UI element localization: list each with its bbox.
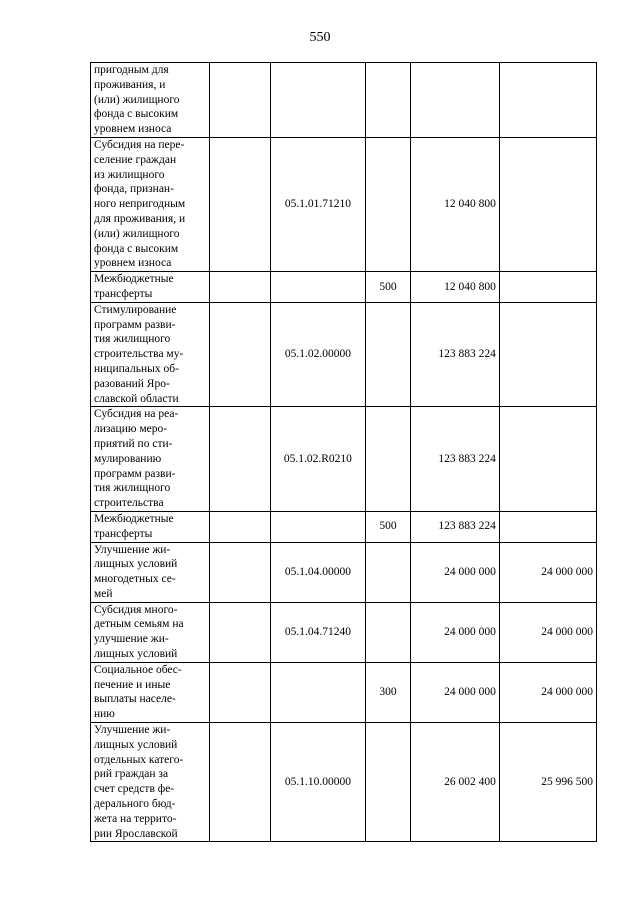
row-name-line: лищных условий xyxy=(94,648,178,661)
row-name-line: Субсидия много- xyxy=(94,603,178,616)
row-value2-cell: 24 000 000 xyxy=(499,542,596,602)
row-name-line: Субсидия на пере- xyxy=(94,138,185,151)
row-blank-cell xyxy=(209,302,270,407)
row-name-line: нию xyxy=(94,708,115,721)
row-type-cell xyxy=(365,542,410,602)
row-name-line: многодетных се- xyxy=(94,573,176,586)
table-row xyxy=(91,137,597,271)
row-code-cell xyxy=(270,272,365,303)
row-value2-cell xyxy=(499,137,596,271)
row-name-cell xyxy=(91,723,210,842)
row-type-cell xyxy=(365,407,410,512)
table-row xyxy=(91,662,597,722)
row-name-line: фонда, признан- xyxy=(94,183,174,196)
row-value1-cell: 12 040 800 xyxy=(410,272,499,303)
row-name-line: Улучшение жи- xyxy=(94,543,171,556)
row-name-line: селение граждан xyxy=(94,153,177,166)
row-value2-cell: 24 000 000 xyxy=(499,602,596,662)
row-name-line: лищных условий xyxy=(94,738,178,751)
row-name-cell xyxy=(91,511,210,542)
row-name-cell xyxy=(91,602,210,662)
row-name-cell xyxy=(91,407,210,512)
row-code-cell: 05.1.01.71210 xyxy=(270,137,365,271)
row-name-line: рий граждан за xyxy=(94,768,169,781)
row-type-cell: 300 xyxy=(365,662,410,722)
row-type-cell: 500 xyxy=(365,511,410,542)
row-value1-cell: 24 000 000 xyxy=(410,602,499,662)
row-type-cell xyxy=(365,602,410,662)
row-value2-cell: 24 000 000 xyxy=(499,662,596,722)
table-row xyxy=(91,511,597,542)
row-code-cell: 05.1.02.00000 xyxy=(270,302,365,407)
table-row xyxy=(91,542,597,602)
row-name-line: разований Яро- xyxy=(94,377,170,390)
row-name-line: строительства xyxy=(94,497,164,510)
row-value1-cell: 24 000 000 xyxy=(410,662,499,722)
row-value1-cell: 12 040 800 xyxy=(410,137,499,271)
row-name-line: ниципальных об- xyxy=(94,362,179,375)
row-type-cell: 500 xyxy=(365,272,410,303)
row-value1-cell: 24 000 000 xyxy=(410,542,499,602)
row-blank-cell xyxy=(209,511,270,542)
row-code-cell xyxy=(270,662,365,722)
row-blank-cell xyxy=(209,723,270,842)
row-name-line: мулированию xyxy=(94,452,162,465)
row-code-cell xyxy=(270,511,365,542)
row-name-line: мей xyxy=(94,587,113,600)
row-value1-cell: 123 883 224 xyxy=(410,511,499,542)
row-name-line: жета на террито- xyxy=(94,812,177,825)
row-name-line: печение и иные xyxy=(94,678,171,691)
row-value2-cell xyxy=(499,302,596,407)
row-blank-cell xyxy=(209,542,270,602)
row-name-line: строительства му- xyxy=(94,348,184,361)
table-row xyxy=(91,723,597,842)
row-name-line: отдельных катего- xyxy=(94,753,184,766)
row-value1-cell xyxy=(410,63,499,138)
row-blank-cell xyxy=(209,137,270,271)
row-code-cell: 05.1.04.71240 xyxy=(270,602,365,662)
row-code-cell: 05.1.02.R0210 xyxy=(270,407,365,512)
row-name-line: славской области xyxy=(94,392,179,405)
page-number: 550 xyxy=(309,30,331,45)
row-name-line: трансферты xyxy=(94,287,153,300)
row-blank-cell xyxy=(209,272,270,303)
row-name-line: Стимулирование xyxy=(94,303,177,316)
row-value1-cell: 123 883 224 xyxy=(410,407,499,512)
row-name-line: (или) жилищного xyxy=(94,227,180,240)
row-blank-cell xyxy=(209,602,270,662)
row-name-line: Межбюджетные xyxy=(94,512,174,525)
row-name-line: (или) жилищного xyxy=(94,93,180,106)
row-value2-cell: 25 996 500 xyxy=(499,723,596,842)
row-name-cell xyxy=(91,63,210,138)
row-name-line: дерального бюд- xyxy=(94,798,176,811)
row-name-line: для проживания, и xyxy=(94,212,186,225)
row-name-line: лизацию меро- xyxy=(94,423,168,436)
row-value2-cell xyxy=(499,511,596,542)
row-name-line: Субсидия на реа- xyxy=(94,408,179,421)
row-code-cell xyxy=(270,63,365,138)
row-value1-cell: 123 883 224 xyxy=(410,302,499,407)
row-name-line: фонда с высоким xyxy=(94,108,179,121)
row-name-line: программ разви- xyxy=(94,467,176,480)
row-name-line: проживания, и xyxy=(94,78,166,91)
row-name-cell xyxy=(91,272,210,303)
row-name-line: пригодным для xyxy=(94,64,169,76)
row-name-line: улучшение жи- xyxy=(94,633,169,646)
row-name-line: рии Ярославской xyxy=(94,827,178,840)
table-row xyxy=(91,602,597,662)
row-name-line: тия жилищного xyxy=(94,333,171,346)
row-type-cell xyxy=(365,137,410,271)
row-name-line: ного непригодным xyxy=(94,198,186,211)
row-name-line: выплаты населе- xyxy=(94,693,176,706)
row-name-line: трансферты xyxy=(94,527,153,540)
row-value2-cell xyxy=(499,63,596,138)
row-code-cell: 05.1.04.00000 xyxy=(270,542,365,602)
row-blank-cell xyxy=(209,662,270,722)
row-name-cell xyxy=(91,302,210,407)
row-value2-cell xyxy=(499,272,596,303)
row-name-line: Межбюджетные xyxy=(94,273,174,286)
row-type-cell xyxy=(365,63,410,138)
row-name-cell xyxy=(91,662,210,722)
row-value2-cell xyxy=(499,407,596,512)
row-blank-cell xyxy=(209,63,270,138)
row-blank-cell xyxy=(209,407,270,512)
row-name-line: Улучшение жи- xyxy=(94,724,171,737)
row-value1-cell: 26 002 400 xyxy=(410,723,499,842)
row-name-line: из жилищного xyxy=(94,168,165,181)
row-type-cell xyxy=(365,723,410,842)
row-name-line: фонда с высоким xyxy=(94,242,179,255)
row-name-line: программ разви- xyxy=(94,318,176,331)
row-name-cell xyxy=(91,542,210,602)
row-name-line: лищных условий xyxy=(94,558,178,571)
row-name-line: детным семьям на xyxy=(94,618,184,631)
table-row xyxy=(91,272,597,303)
row-name-line: счет средств фе- xyxy=(94,783,175,796)
row-code-cell: 05.1.10.00000 xyxy=(270,723,365,842)
budget-table xyxy=(90,62,597,842)
row-type-cell xyxy=(365,302,410,407)
row-name-line: уровнем износа xyxy=(94,123,172,136)
table-row xyxy=(91,302,597,407)
row-name-cell xyxy=(91,137,210,271)
row-name-line: тия жилищного xyxy=(94,482,171,495)
row-name-line: Социальное обес- xyxy=(94,663,182,676)
budget-table-body xyxy=(91,63,597,842)
row-name-line: уровнем износа xyxy=(94,257,172,270)
table-row xyxy=(91,407,597,512)
row-name-line: приятий по сти- xyxy=(94,437,173,450)
table-row xyxy=(91,63,597,138)
